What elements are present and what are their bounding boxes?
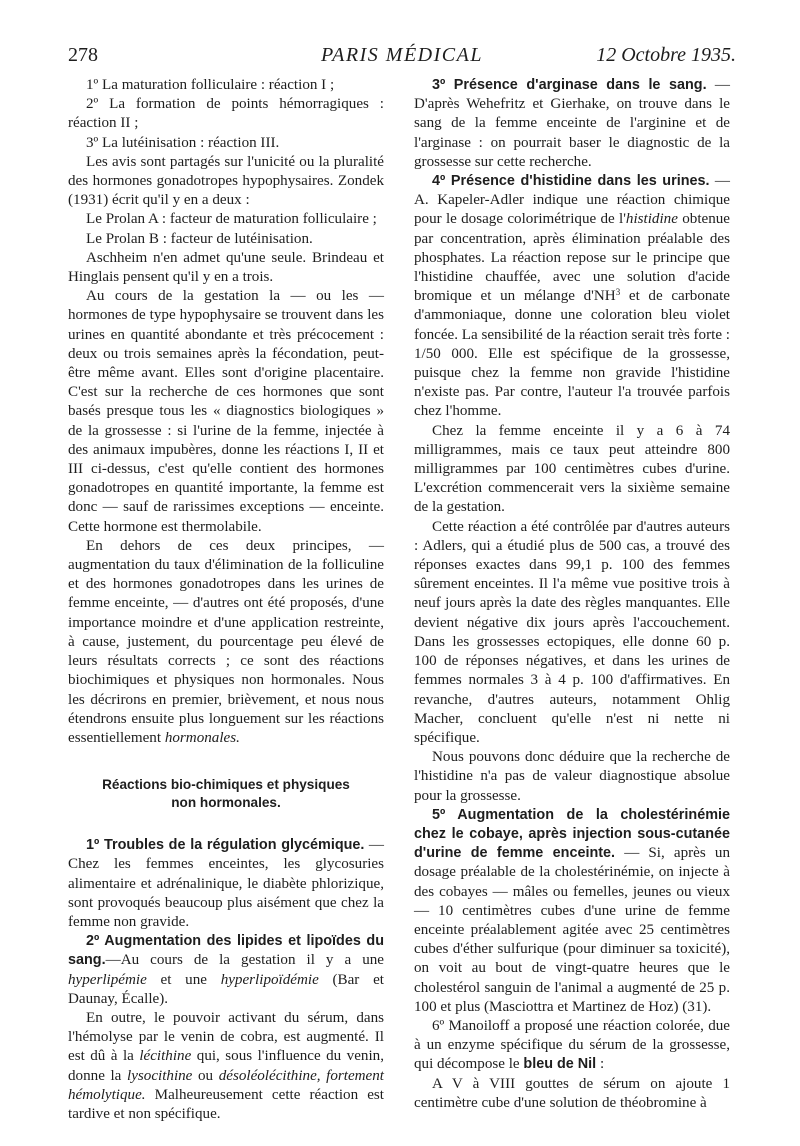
paragraph <box>414 1017 730 1075</box>
paragraph: 3º La lutéinisation : réaction III. <box>86 134 280 151</box>
subsection-heading: 3º Présence d'arginase dans le sang. <box>432 77 707 93</box>
paragraph: 2º La formation de points hémorragiques : réaction II ; <box>68 96 384 132</box>
section-heading-line: non hormonales. <box>171 795 281 811</box>
subsection-heading: 4º Présence d'histidine dans les urines. <box>432 173 710 190</box>
subsection-heading: 1º Troubles de la régulation glycémique. <box>86 837 365 854</box>
left-column <box>68 76 384 1124</box>
text-run: En dehors de ces deux principes, — augmentation du taux d'élimination de la folliculine et des hormones gonadotropes dans les urines de femme enceinte, — d'autres ont été proposés, d'une importance moindre et d'une application restreinte, à cause, justement, du pourcentage peu élevé de leurs résultats corrects ; ce sont des réactions biochimiques et physiques non hormonales. Nous les décrirons en premier, brièvement, et nous nous étendrons ensuite plus longuement sur les réactions essentiellement <box>68 537 384 746</box>
text-run: : <box>599 1056 605 1073</box>
text-run: qui, sous l'influence du venin, donne la <box>68 1048 384 1084</box>
paragraph: Aschheim n'en admet qu'une seule. Brindeau et Hinglais pensent qu'il y en a trois. <box>68 249 384 286</box>
text-run: En outre, le pouvoir activant du sérum, dans l'hémolyse par le venin de cobra, est augmenté. Il est dû à la <box>68 1009 384 1065</box>
text-run: — D'après Wehefritz et Gierhake, on trouve dans le sang de la femme enceinte de l'arginine et de l'arginase : on pourrait baser le diagnostic de la grossesse sur cette recherche. <box>414 77 730 170</box>
paragraph <box>68 537 384 748</box>
superscript: 3 <box>615 287 621 298</box>
text-run: — Chez les femmes enceintes, les glycosuries alimentaire et adrénalinique, le diabète phlorizique, sont provoqués beaucoup plus aisément que chez la femme non gravide. <box>68 837 385 930</box>
italic-term: hormonales. <box>164 729 240 746</box>
paragraph: Au cours de la gestation la — ou les — hormones de type hypophysaire se trouvent dans les urines en quantité abondante et très précocement : deux ou trois semaines après la fécondation, peut-être même avant. Elles sont d'origine placentaire. C'est sur la recherche de ces hormones que sont basés presque tous les « diagnostics biologiques » de la grossesse : si l'urine de la femme, injectée à des animaux impubères, donne les réactions I, II et III ci-dessus, c'est qu'elle contient des hormones gonadotropes en quantité importante, la femme est donc — sauf de rarissimes exceptions — enceinte. Cette hormone est thermolabile. <box>68 288 384 535</box>
text-run: —Au cours de la gestation il y a une <box>105 952 384 969</box>
text-run: ou <box>198 1067 214 1084</box>
paragraph: Nous pouvons donc déduire que la recherche de l'histidine n'a pas de valeur diagnostique absolue pour la grossesse. <box>414 749 730 804</box>
section-heading-line: Réactions bio-chimiques et physiques <box>102 777 350 793</box>
text-run: et une <box>160 971 207 988</box>
paragraph: Le Prolan A : facteur de maturation folliculaire ; <box>86 211 377 228</box>
paragraph: Chez la femme enceinte il y a 6 à 74 milligrammes, mais ce taux peut atteindre 800 milligrammes par 100 centimètres cubes d'urine. L'excrétion commencerait vers la sixième semaine de la gestation. <box>414 422 730 516</box>
text-run: — A. Kapeler-Adler indique une réaction chimique pour le dosage colorimétrique de l' <box>414 173 730 228</box>
text-run: — Si, après un dosage préalable de la cholestérinémie, on injecte à des cobayes — mâles ou femelles, jeunes ou vieux — 10 centimètres cubes d'une urine de femme enceinte préalablement agitée avec 25 centimètres cubes d'éther sulfurique (pour diminuer sa toxicité), on voit au bout de vingt-quatre heures que le cholestérol sanguin de l'animal a augmenté de 25 p. 100 et plus (Masciottra et Martinez de Hoz) (31). <box>414 845 730 1015</box>
paragraph <box>414 76 730 172</box>
italic-term: hyperlipémie <box>68 971 147 988</box>
paragraph: Les avis sont partagés sur l'unicité ou la pluralité des hormones gonadotropes hypophysaires. Zondek (1931) écrit qu'il y en a deux : <box>68 153 384 209</box>
paragraph <box>68 1009 384 1124</box>
text-run: obtenue par concentration, après élimination préalable des phosphates. La réaction repose sur le principe que l'histidine chauffée, avec une solution d'acide bromique et un mélange d'NH <box>414 211 730 305</box>
paragraph: A V à VIII gouttes de sérum on ajoute 1 centimètre cube d'une solution de théobromine à <box>414 1075 730 1111</box>
paragraph <box>414 172 730 422</box>
italic-term: histidine <box>625 211 678 228</box>
journal-title: PARIS MÉDICAL <box>321 44 483 66</box>
paragraph <box>68 932 384 1009</box>
italic-term: hyperlipoïdémie <box>220 971 319 988</box>
emphasis-term: bleu de Nil <box>523 1056 597 1073</box>
italic-term: lécithine <box>139 1048 192 1065</box>
subsection-heading: 2º Augmentation des lipides et lipoïdes du sang. <box>68 933 384 969</box>
issue-date: 12 Octobre 1935. <box>596 44 736 66</box>
italic-term: désoléolécithine, fortement hémolytique. <box>68 1067 384 1103</box>
section-heading <box>68 776 384 812</box>
paragraph: Cette réaction a été contrôlée par d'autres auteurs : Adlers, qui a étudié plus de 500 cas, a trouvé des réponses exactes dans 99,1 p. 100 des femmes sûrement enceintes. Il l'a même vue positive trois à neuf jours après la date des règles manquantes. Elle devient négative dix jours après l'accouchement. Dans les grossesses ectopiques, elle donne 60 p. 100 de réponses négatives, et dans les urines de femmes normales 3 à 4 p. 100 d'affirmatives. En revanche, d'autres auteurs, notamment Ohlig Macher, concluent qu'elle n'est ni nette ni spécifique. <box>414 518 730 746</box>
subsection-heading: 5º Augmentation de la cholestérinémie chez le cobaye, après injection sous-cutanée d'urine de femme enceinte. <box>414 806 730 862</box>
paragraph: 1º La maturation folliculaire : réaction I ; <box>86 77 335 93</box>
text-run: et de carbonate d'ammoniaque, donne une coloration bleu violet foncée. La sensibilité de la réaction serait très forte : 1/50 000. Elle est spécifique de la grossesse, puisque chez la femme non gravide l'histidine n'existe pas. Par contre, l'auteur l'a trouvée parfois chez l'homme. <box>414 288 731 420</box>
text-run: (Bar et Daunay, Écalle). <box>68 971 384 1007</box>
page-header <box>68 40 736 74</box>
text-run: 6º Manoiloff a proposé une réaction colorée, due à un enzyme spécifique du sérum de la grossesse, qui décompose le <box>414 1017 730 1073</box>
paragraph: Le Prolan B : facteur de lutéinisation. <box>86 230 313 247</box>
paragraph <box>414 806 730 1017</box>
paragraph <box>68 836 384 932</box>
text-run: Malheureusement cette réaction est tardive et non spécifique. <box>68 1086 385 1122</box>
right-column <box>414 76 730 1113</box>
page-number: 278 <box>68 44 98 66</box>
italic-term: lysocithine <box>127 1067 193 1084</box>
